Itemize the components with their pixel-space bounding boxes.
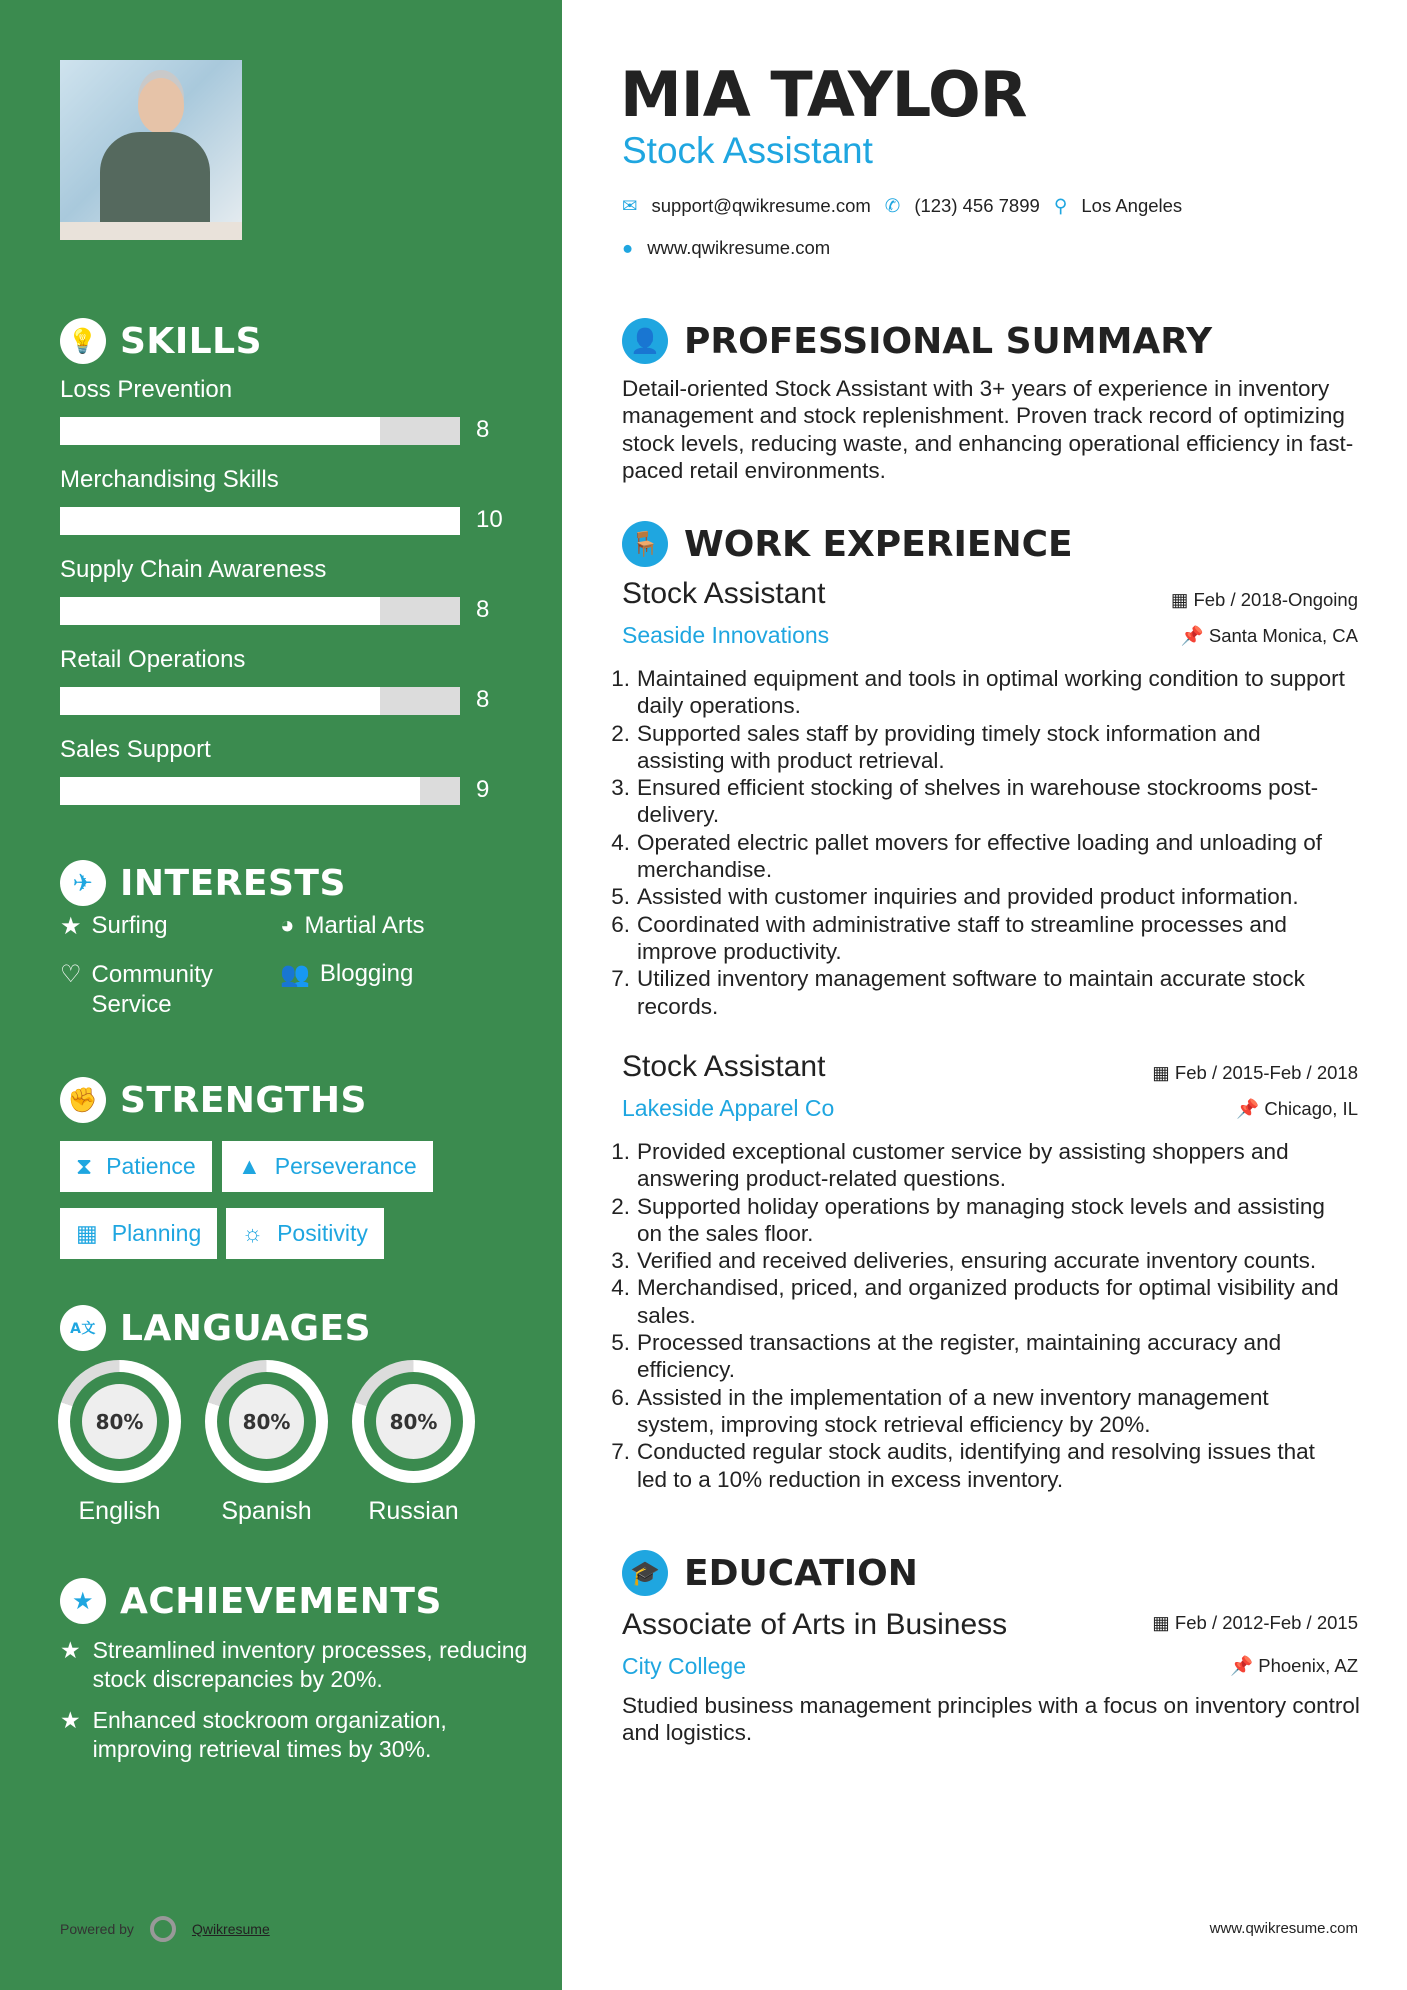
skill-bar-fill [60,597,380,625]
achievement-item: ★ Enhanced stockroom organization, improving retrieval times by 30%. [60,1707,447,1762]
skills-heading: 💡 SKILLS [60,318,262,364]
school: City College [622,1653,746,1679]
bullet-item: 1. Maintained equipment and tools in optimal working condition to support daily operations. [611,666,1345,719]
strength-chip: ⧗ Patience [60,1141,212,1192]
skill-value: 8 [476,686,490,713]
job-title: Stock Assistant [622,130,873,171]
language-icon: A文 [60,1305,106,1351]
calendar-icon: ▦ [1152,1612,1175,1633]
bullet-item: 6. Assisted in the implementation of a new inventory management system, improving stock retrieval efficiency by 20%. [611,1384,1269,1437]
bullet-item: 7. Conducted regular stock audits, identifying and resolving issues that led to a 10% reduction in excess inventory. [611,1439,1315,1492]
graduate-icon: 🎓 [622,1550,668,1596]
road-icon: ▲ [238,1153,261,1179]
language-percent: 80% [229,1384,304,1459]
strengths-heading: ✊ STRENGTHS [60,1077,367,1123]
website-line [622,237,830,259]
job-dates: ▦ Feb / 2018-Ongoing [1170,589,1358,610]
location: Los Angeles [1081,195,1183,216]
experience-heading: 🪑 WORK EXPERIENCE [622,521,1073,567]
company-name: Seaside Innovations [622,622,830,648]
bullet-item: 5. Assisted with customer inquiries and provided product information. [611,884,1299,910]
skill-label: Merchandising Skills [60,466,279,493]
language-ring [58,1360,181,1483]
bullet-item: 3. Ensured efficient stocking of shelves in warehouse stockrooms post-delivery. [611,775,1319,828]
heart-icon: ♡ [60,961,82,988]
skill-value: 8 [476,596,490,623]
language-label: Spanish [221,1497,312,1525]
skill-value: 10 [476,506,503,533]
languages-heading: A文 LANGUAGES [60,1305,371,1351]
bullet-item: 5. Processed transactions at the register, maintaining accuracy and efficiency. [611,1330,1282,1383]
pin-icon: 📌 [1236,1098,1265,1119]
language-ring [205,1360,328,1483]
job-location: 📌 Chicago, IL [1236,1098,1358,1119]
powered-by: Powered by Qwikresume [60,1916,270,1942]
position-title: Stock Assistant [622,1050,826,1083]
skill-label: Sales Support [60,736,211,763]
achievement-item: ★ Streamlined inventory processes, reducing stock discrepancies by 20%. [60,1637,528,1692]
language-label: Russian [368,1497,459,1525]
bullet-item: 3. Verified and received deliveries, ensuring accurate inventory counts. [611,1248,1317,1274]
calendar-icon: ▦ [76,1220,98,1246]
website-link[interactable]: www.qwikresume.com [647,237,831,258]
skill-bar-fill [60,777,420,805]
email[interactable]: support@qwikresume.com [651,195,871,216]
interest-item: ♡ Community Service [60,961,213,1018]
pin-icon: 📌 [1230,1655,1259,1676]
education-heading: 🎓 EDUCATION [622,1550,918,1596]
education-description: Studied business management principles with a focus on inventory control and logistics. [622,1693,1360,1746]
star-badge-icon: ★ [60,1578,106,1624]
education-location: 📌 Phoenix, AZ [1230,1655,1358,1676]
achievements-heading: ★ ACHIEVEMENTS [60,1578,442,1624]
star-icon: ★ [60,913,82,940]
interest-item: ◕ Martial Arts [280,912,425,939]
responsibilities-list [605,665,1350,1020]
skill-value: 8 [476,416,490,443]
interests-heading: ✈ INTERESTS [60,860,346,906]
qwikresume-link[interactable]: Qwikresume [191,1921,270,1937]
contact-line [622,195,1182,217]
sidebar [0,0,562,1990]
footer-website[interactable]: www.qwikresume.com [1209,1920,1358,1937]
skill-label: Retail Operations [60,646,246,673]
calendar-icon: ▦ [1170,589,1194,610]
skill-bar-fill [60,507,460,535]
envelope-icon: ✉ [622,195,638,216]
phone: (123) 456 7899 [914,195,1040,216]
candidate-name: MIA TAYLOR [620,58,1027,131]
language-label: English [78,1497,161,1525]
bullet-item: 1. Provided exceptional customer service by assisting shoppers and answering product-related questions. [611,1139,1289,1192]
bullet-item: 4. Operated electric pallet movers for effective loading and unloading of merchandise. [611,829,1322,883]
summary-heading: 👤 PROFESSIONAL SUMMARY [622,318,1212,364]
phone-icon: ✆ [884,195,901,216]
skill-bar [60,507,460,535]
job-location: 📌 Santa Monica, CA [1180,625,1358,646]
skill-bar-fill [60,687,380,715]
strength-chip: ☼ Positivity [226,1208,384,1259]
skill-label: Loss Prevention [60,376,233,403]
bullet-item: 4. Merchandised, priced, and organized products for optimal visibility and sales. [611,1275,1339,1328]
skill-value: 9 [476,776,490,803]
responsibilities-list [605,1138,1350,1493]
shooting-star-icon: ★ [60,1707,81,1733]
skill-bar [60,777,460,805]
bullet-item: 2. Supported sales staff by providing timely stock information and assisting with product retrieval. [611,720,1261,773]
paper-plane-icon: ✈ [60,860,106,906]
hourglass-icon: ⧗ [76,1153,93,1179]
bullet-item: 7. Utilized inventory management software to maintain accurate stock records. [611,966,1305,1019]
shooting-star-icon: ★ [60,1637,81,1663]
globe-icon: ◕ [280,912,295,939]
fist-icon: ✊ [60,1077,106,1123]
skill-bar [60,687,460,715]
language-percent: 80% [82,1384,157,1459]
company-name: Lakeside Apparel Co [622,1095,835,1121]
skill-bar [60,597,460,625]
profile-photo [60,60,242,240]
bullet-item: 6. Coordinated with administrative staff to streamline processes and improve productivity. [611,911,1287,964]
degree: Associate of Arts in Business [622,1608,1008,1641]
sun-icon: ☼ [242,1220,264,1246]
user-icon: 👤 [622,318,668,364]
skill-bar-fill [60,417,380,445]
bullet-item: 2. Supported holiday operations by managing stock levels and assisting on the sales floor. [611,1193,1325,1246]
education-dates: ▦ Feb / 2012-Feb / 2015 [1152,1612,1358,1633]
interest-item: ★ Surfing [60,912,168,940]
globe-icon: ● [622,237,634,258]
calendar-icon: ▦ [1152,1062,1175,1083]
pin-icon: 📌 [1180,625,1209,646]
skill-label: Supply Chain Awareness [60,556,327,583]
skill-bar [60,417,460,445]
language-ring [352,1360,475,1483]
users-icon: 👥 [280,961,310,988]
qwikresume-logo-icon [150,1916,176,1942]
position-title: Stock Assistant [622,577,826,610]
strength-chip: ▲ Perseverance [222,1141,433,1192]
language-percent: 80% [376,1384,451,1459]
location-pin-icon: ⚲ [1053,195,1068,216]
job-dates: ▦ Feb / 2015-Feb / 2018 [1152,1062,1358,1083]
chair-icon: 🪑 [622,521,668,567]
lightbulb-icon: 💡 [60,318,106,364]
interest-item: 👥 Blogging [280,960,414,988]
strength-chip: ▦ Planning [60,1208,217,1259]
summary-text: Detail-oriented Stock Assistant with 3+ years of experience in inventory management and stock replenishment. Proven track record of optimizing stock levels, reducing waste, and enhancing operational efficiency in fast-paced retail environments. [622,376,1354,483]
